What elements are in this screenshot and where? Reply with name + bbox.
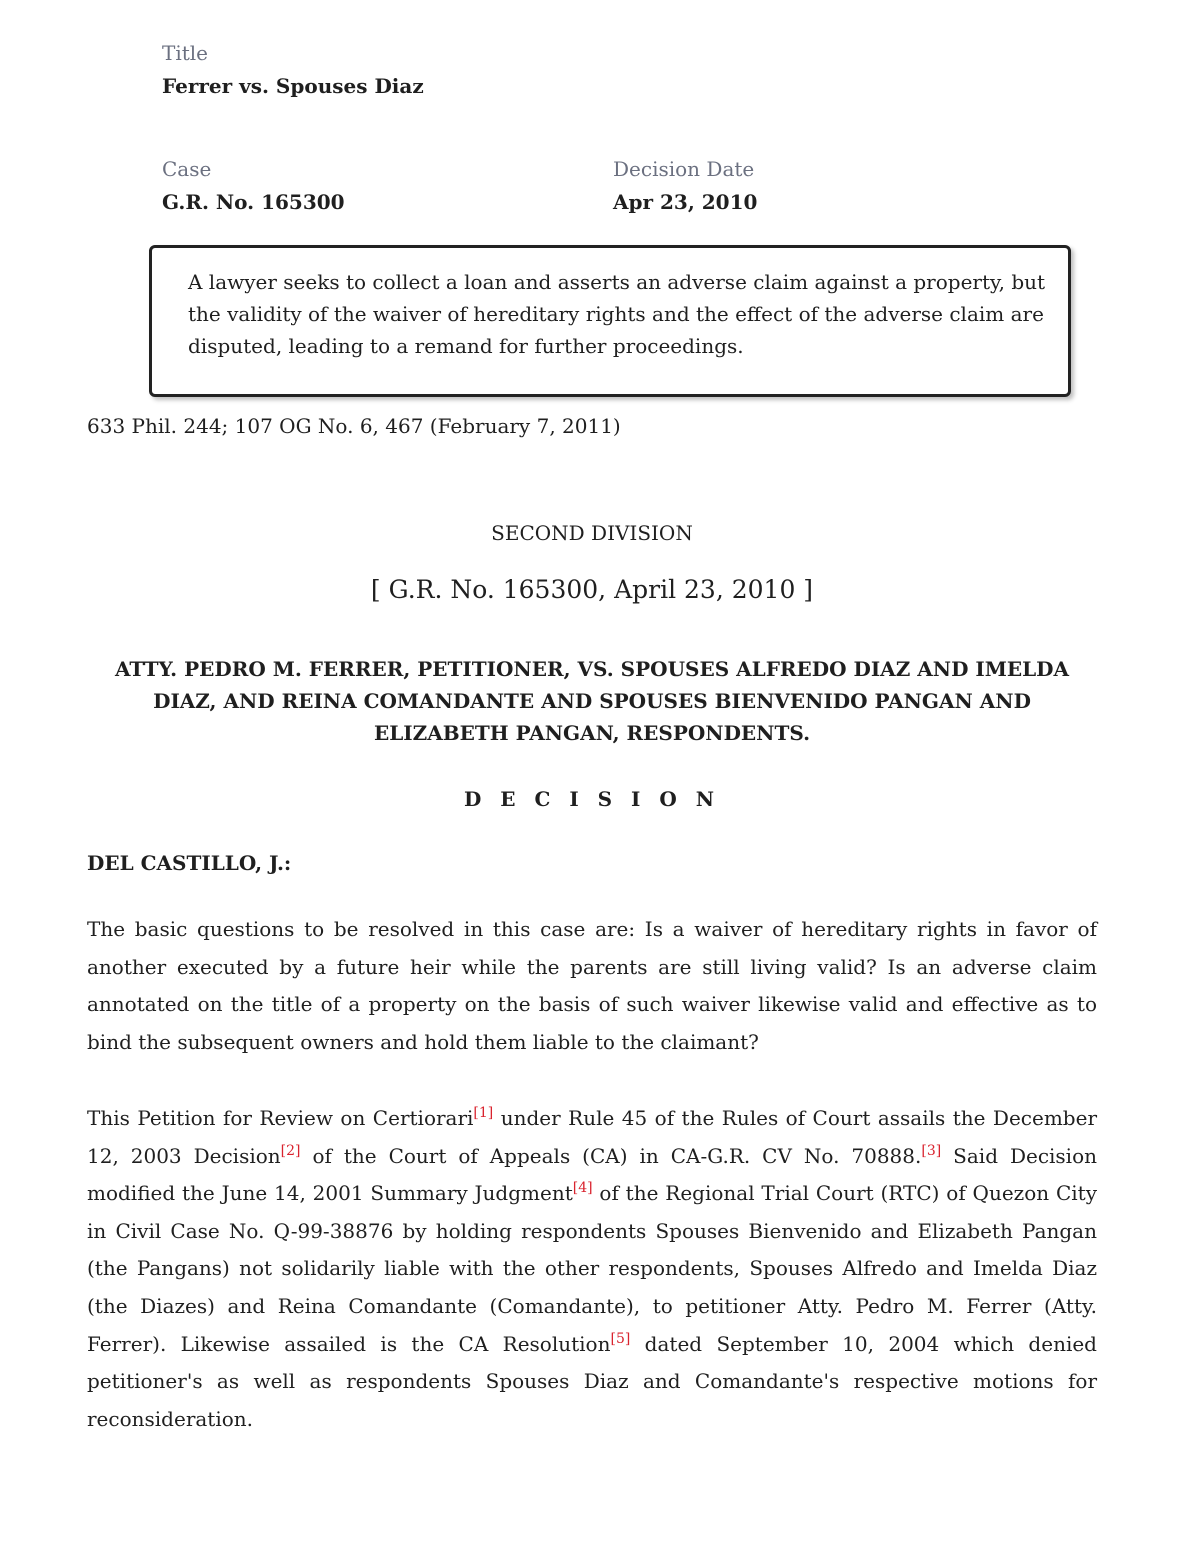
decision-date-label: Decision Date [613,157,755,181]
text-segment: of the Court of Appeals (CA) in CA-G.R. CV No. 70888. [300,1143,922,1168]
paragraph-petition [87,1100,1097,1438]
text-segment: of the Regional Trial Court (RTC) of Quezon City in Civil Case No. Q-99-38876 by holding respondents Spouses Bienvenido and Elizabeth Pangan (the Pangans) not solidarily liable with the other respondents, Spouses Alfredo and Imelda Diaz (the Diazes) and Reina Comandante (Comandante), to petitioner Atty. Pedro M. Ferrer (Atty. Ferrer). Likewise assailed is the CA Resolution [87,1181,1097,1356]
footnote-link-5[interactable]: [5] [610,1330,631,1347]
summary-text: A lawyer seeks to collect a loan and asserts an adverse claim against a property, but the validity of the waiver of hereditary rights and the effect of the adverse claim are disputed, leading to a remand for further proceedings. [188,270,1046,358]
text-segment: This Petition for Review on Certiorari [87,1106,474,1130]
decision-date-value: Apr 23, 2010 [613,190,758,214]
footnote-link-1[interactable]: [1] [473,1105,494,1121]
citation: 633 Phil. 244; 107 OG No. 6, 467 (February 7, 2011) [87,414,621,438]
summary-box [149,245,1071,397]
ponente: DEL CASTILLO, J.: [87,851,292,875]
footnote-link-3[interactable]: [3] [921,1142,942,1159]
footnote-link-2[interactable]: [2] [280,1142,301,1159]
parties-heading: ATTY. PEDRO M. FERRER, PETITIONER, VS. SPOUSES ALFREDO DIAZ AND IMELDA DIAZ, AND REINA COMANDANTE AND SPOUSES BIENVENIDO PANGAN AND ELIZABETH PANGAN, RESPONDENTS. [114,657,1070,745]
paragraph-questions: The basic questions to be resolved in this case are: Is a waiver of hereditary rights in favor of another executed by a future heir while the parents are still living valid? Is an adverse claim annotated on the title of a property on the basis of such waiver likewise valid and effective as to bind the subsequent owners and hold them liable to the claimant? [87,917,1097,1054]
title-label: Title [162,41,209,65]
text-segment: dated September 10, 2004 which denied petitioner's as well as respondents Spouses Diaz and Comandante's respective motions for reconsideration. [87,1331,1097,1431]
footnote-link-4[interactable]: [4] [572,1180,593,1197]
title-value: Ferrer vs. Spouses Diaz [162,74,424,98]
text-segment: Said Decision modified the June 14, 2001 Summary Judgment [87,1143,1097,1206]
division-heading: SECOND DIVISION [491,521,693,545]
gr-number-heading: [ G.R. No. 165300, April 23, 2010 ] [370,575,814,604]
text-segment: under Rule 45 of the Rules of Court assails the December 12, 2003 Decision [87,1106,1097,1168]
decision-heading: D E C I S I O N [463,787,721,811]
case-value: G.R. No. 165300 [162,190,345,214]
case-label: Case [162,157,212,181]
